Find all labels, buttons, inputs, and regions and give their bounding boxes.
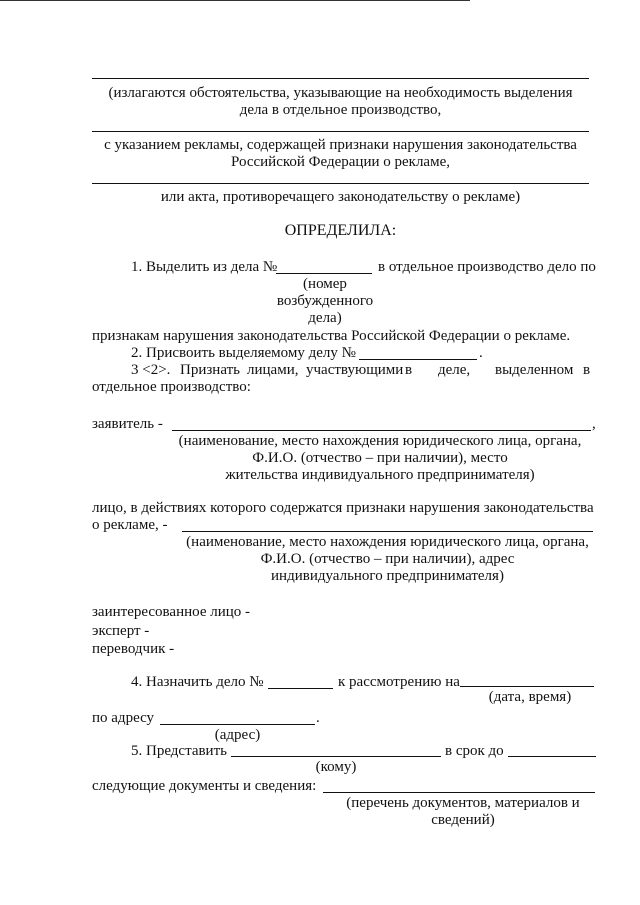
item4-text-mid: к рассмотрению на — [338, 674, 460, 690]
item4-address-note: (адрес) — [214, 727, 261, 743]
item4-datetime-blank — [460, 686, 594, 687]
resolution-heading: ОПРЕДЕЛИЛА: — [284, 222, 397, 239]
item1-case-number-blank — [276, 273, 372, 274]
intro-note-line4: Российской Федерации о рекламе, — [230, 154, 450, 170]
translator-label: переводчик - — [92, 641, 175, 657]
item1-text-end: в отдельное производство дело по — [378, 259, 596, 275]
item3-word-8: в — [583, 362, 591, 378]
applicant-note-line2: Ф.И.О. (отчество – при наличии), место — [252, 450, 508, 466]
violator-note-line3: индивидуального предпринимателя) — [271, 568, 504, 584]
item5-documents-label: следующие документы и сведения: — [92, 778, 317, 794]
item4-address-label: по адресу — [92, 710, 155, 726]
item5-recipient-note: (кому) — [315, 759, 357, 775]
blank-line-act — [92, 183, 589, 184]
intro-note-line3: с указанием рекламы, содержащей признаки нарушения законодательства — [104, 137, 577, 153]
item2-number-blank — [359, 359, 477, 360]
item1-note-line2: возбужденного — [276, 293, 374, 309]
intro-note-line2: дела в отдельное производство, — [239, 102, 442, 118]
violator-blank — [182, 531, 593, 532]
item3-word-2: Признать — [180, 362, 240, 378]
item5-documents-note-line1: (перечень документов, материалов и — [346, 795, 580, 811]
item1-note-line1: (номер — [303, 276, 347, 292]
item3-word-3: лицами, — [247, 362, 299, 378]
item5-recipient-blank — [231, 756, 441, 757]
item1-continuation: признакам нарушения законодательства Российской Федерации о рекламе. — [92, 328, 571, 344]
violator-line1: лицо, в действиях которого содержатся признаки нарушения законодательства — [92, 500, 594, 516]
applicant-blank — [172, 430, 591, 431]
item4-text-start: 4. Назначить дело № — [131, 674, 264, 690]
item5-documents-note-line2: сведений) — [431, 812, 495, 828]
item4-address-blank — [160, 724, 315, 725]
item5-text-mid: в срок до — [445, 743, 504, 759]
expert-label: эксперт - — [92, 623, 150, 639]
item2-text: 2. Присвоить выделяемому делу № — [131, 345, 356, 361]
intro-note-line1: (излагаются обстоятельства, указывающие на необходимость выделения — [108, 85, 573, 101]
item4-datetime-note: (дата, время) — [488, 689, 572, 705]
applicant-note-line3: жительства индивидуального предпринимателя) — [225, 467, 535, 483]
blank-line-circumstances — [92, 78, 589, 79]
item3-word-1: 3 <2>. — [131, 362, 171, 378]
item5-deadline-blank — [508, 756, 596, 757]
item3-word-7: выделенном — [495, 362, 574, 378]
item3-line2: отдельное производство: — [92, 379, 251, 395]
item2-period: . — [479, 345, 483, 361]
applicant-comma: , — [592, 416, 596, 432]
violator-note-line1: (наименование, место нахождения юридического лица, органа, — [186, 534, 589, 550]
item4-address-period: . — [316, 710, 320, 726]
item3-word-5: в — [405, 362, 413, 378]
blank-line-advertising — [92, 131, 589, 132]
violator-note-line2: Ф.И.О. (отчество – при наличии), адрес — [260, 551, 515, 567]
item4-case-number-blank — [268, 688, 333, 689]
item3-word-4: участвующими — [306, 362, 404, 378]
applicant-label: заявитель - — [92, 416, 163, 432]
violator-label: о рекламе, - — [92, 517, 168, 533]
item5-documents-blank — [323, 792, 595, 793]
top-border-line — [0, 0, 470, 1]
item1-text-start: 1. Выделить из дела № — [131, 259, 278, 275]
item5-text-start: 5. Представить — [131, 743, 227, 759]
applicant-note-line1: (наименование, место нахождения юридического лица, органа, — [178, 433, 582, 449]
item3-word-6: деле, — [438, 362, 471, 378]
intro-note-line5: или акта, противоречащего законодательству о рекламе) — [160, 189, 521, 205]
item1-note-line3: дела) — [308, 310, 342, 326]
interested-person-label: заинтересованное лицо - — [92, 604, 251, 620]
